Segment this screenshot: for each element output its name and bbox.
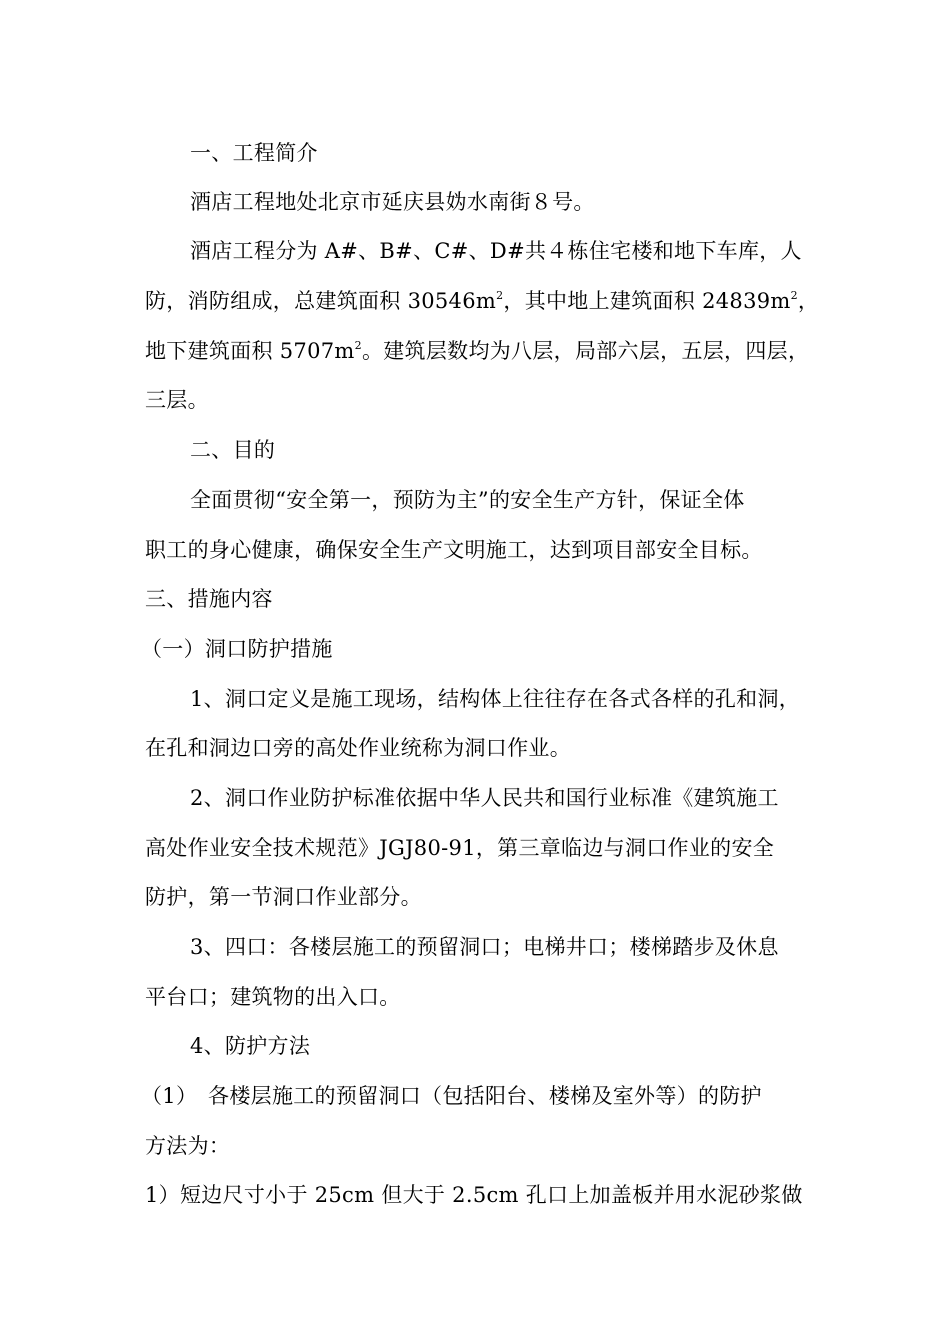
paragraph-location: 酒店工程地处北京市延庆县妫水南街８号。 — [190, 190, 595, 214]
paragraph-purpose-line-1: 全面贯彻“安全第一，预防为主”的安全生产方针，保证全体 — [190, 488, 745, 512]
subsection-heading-opening-protection: （一）洞口防护措施 — [141, 637, 333, 661]
paragraph-composition-line-4: 三层。 — [145, 388, 209, 412]
section-heading-purpose: 二、目的 — [190, 438, 276, 462]
section-heading-project-overview: 一、工程简介 — [190, 141, 318, 165]
item-2-line-1: 2、洞口作业防护标准依据中华人民共和国行业标准《建筑施工 — [190, 786, 779, 810]
paragraph-composition-line-1: 酒店工程分为 A#、B#、C#、D#共４栋住宅楼和地下车库，人 — [190, 239, 802, 263]
sub-item-1-line-2: 方法为： — [145, 1134, 231, 1158]
section-heading-measures: 三、措施内容 — [145, 587, 273, 611]
text-segment: 地下建筑面积 5707m — [145, 339, 355, 363]
text-segment: 防，消防组成，总建筑面积 30546m — [145, 289, 497, 313]
item-4-heading: 4、防护方法 — [190, 1034, 311, 1058]
sub-item-1a-line-1: 1）短边尺寸小于 25cm 但大于 2.5cm 孔口上加盖板并用水泥砂浆做 — [145, 1183, 803, 1207]
sub-item-1-line-1: （1） 各楼层施工的预留洞口（包括阳台、楼梯及室外等）的防护 — [141, 1084, 762, 1108]
item-3-line-2: 平台口；建筑物的出入口。 — [145, 985, 401, 1009]
item-1-line-1: 1、洞口定义是施工现场，结构体上往往存在各式各样的孔和洞， — [190, 687, 801, 711]
paragraph-purpose-line-2: 职工的身心健康，确保安全生产文明施工，达到项目部安全目标。 — [145, 538, 763, 562]
superscript: 2 — [354, 339, 362, 352]
item-1-line-2: 在孔和洞边口旁的高处作业统称为洞口作业。 — [145, 736, 571, 760]
superscript: 2 — [790, 289, 798, 302]
item-2-line-3: 防护，第一节洞口作业部分。 — [145, 885, 422, 909]
item-2-line-2: 高处作业安全技术规范》JGJ80-91，第三章临边与洞口作业的安全 — [145, 836, 775, 860]
superscript: 2 — [496, 289, 504, 302]
text-segment: ， — [797, 289, 820, 313]
paragraph-composition-line-2 — [0, 287, 950, 315]
paragraph-composition-line-3 — [0, 337, 950, 365]
item-3-line-1: 3、四口：各楼层施工的预留洞口；电梯井口；楼梯踏步及休息 — [190, 935, 779, 959]
text-segment: 。建筑层数均为八层，局部六层，五层，四层， — [361, 339, 810, 363]
text-segment: ，其中地上建筑面积 24839m — [503, 289, 791, 313]
